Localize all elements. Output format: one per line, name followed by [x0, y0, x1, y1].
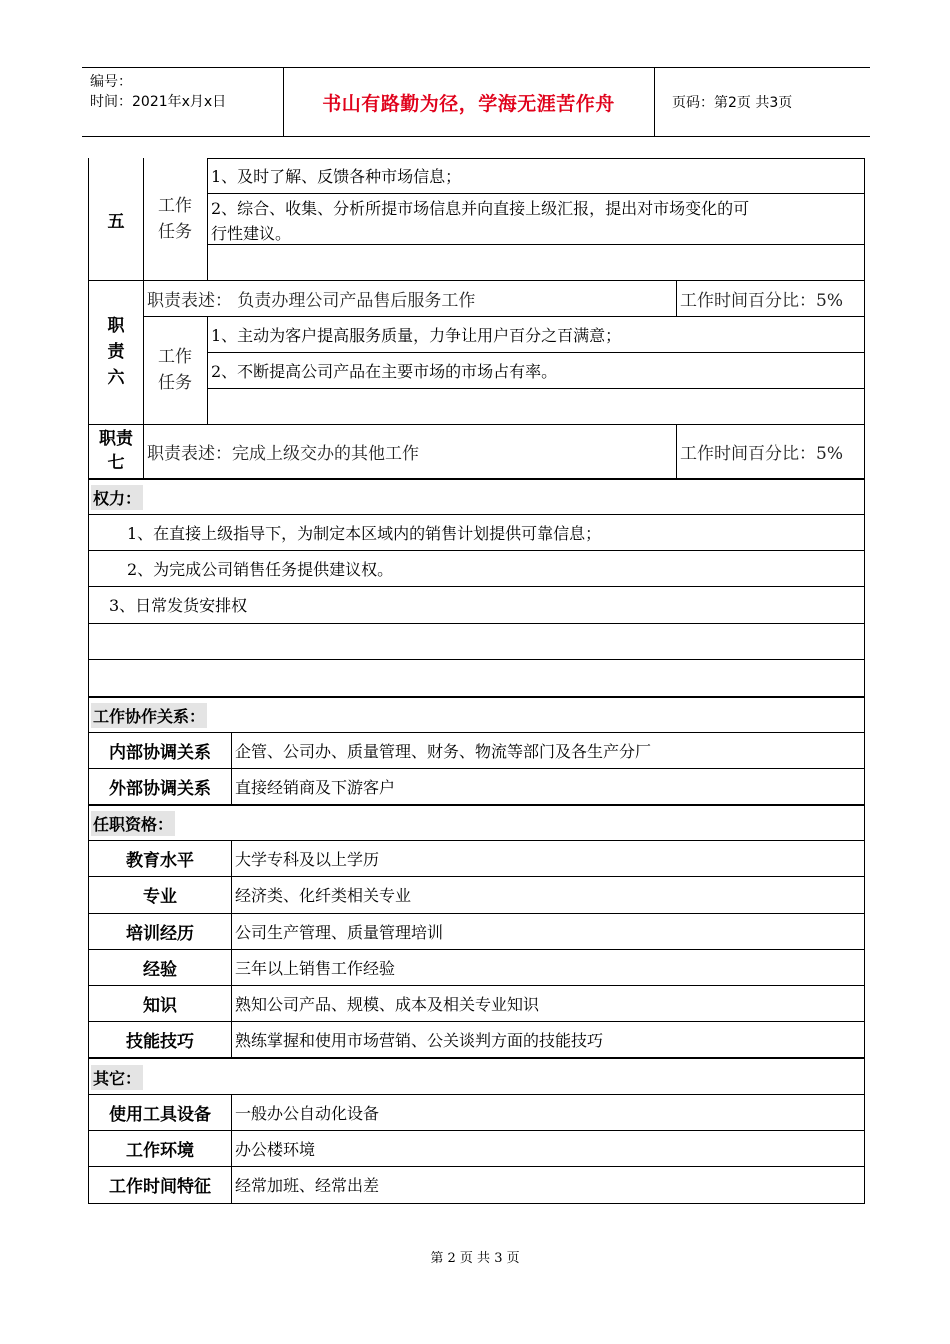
duty-5-task-2: 2、综合、收集、分析所提市场信息并向直接上级汇报，提出对市场变化的可: [211, 198, 750, 218]
training-label: 培训经历: [126, 923, 194, 944]
major-label: 专业: [143, 887, 177, 907]
duty-7-description: 职责表述：完成上级交办的其他工作: [147, 443, 419, 464]
document-number-label: 编号：: [90, 74, 132, 90]
external-coordination-value: 直接经销商及下游客户: [235, 777, 396, 797]
internal-coordination-value: 企管、公司办、质量管理、财务、物流等部门及各生产分厂: [235, 741, 652, 761]
header-meta: [90, 72, 226, 112]
other-section-title: 其它：: [91, 1065, 143, 1090]
duty-6-task-label: 工作任务: [158, 347, 192, 393]
duty-5-number: 五: [107, 211, 125, 232]
page-footer: 第 2 页 共 3 页: [430, 1251, 520, 1266]
document-date: 时间：2021年x月x日: [90, 94, 227, 110]
work-hours-label: 工作时间特征: [109, 1177, 211, 1197]
knowledge-label: 知识: [143, 995, 177, 1016]
duty-6-task-1: 1、主动为客户提高服务质量，力争让用户百分之百满意；: [211, 325, 622, 345]
tools-value: 一般办公自动化设备: [235, 1103, 380, 1123]
authority-section-title: 权力：: [91, 485, 143, 510]
duty-7-time-share: 工作时间百分比：5%: [680, 443, 843, 464]
skills-value: 熟练掌握和使用市场营销、公关谈判方面的技能技巧: [235, 1030, 604, 1050]
cooperation-section-title: 工作协作关系：: [91, 703, 207, 728]
skills-label: 技能技巧: [126, 1031, 194, 1052]
duty-6-time-share: 工作时间百分比：5%: [680, 290, 843, 311]
duty-6-description: 职责表述： 负责办理公司产品售后服务工作: [147, 290, 476, 311]
major-value: 经济类、化纤类相关专业: [235, 886, 412, 905]
work-hours-value: 经常加班、经常出差: [235, 1176, 380, 1195]
header-page-info: 页码：第2页 共3页: [672, 95, 793, 111]
duty-7-label: 职责 七: [99, 429, 133, 473]
page-header: [82, 67, 870, 137]
job-description-form: [88, 158, 865, 1204]
tools-label: 使用工具设备: [109, 1104, 211, 1125]
internal-coordination-label: 内部协调关系: [109, 742, 211, 763]
authority-item-3: 3、日常发货安排权: [109, 596, 248, 615]
duty-5-task-label: 工作任务: [158, 196, 192, 242]
external-coordination-label: 外部协调关系: [109, 778, 211, 799]
education-label: 教育水平: [126, 850, 194, 871]
environment-label: 工作环境: [126, 1140, 194, 1161]
environment-value: 办公楼环境: [235, 1139, 316, 1159]
authority-item-1: 1、在直接上级指导下，为制定本区域内的销售计划提供可靠信息；: [127, 523, 602, 543]
duty-6-label: 职 责 六: [107, 316, 125, 388]
qualification-section-title: 任职资格：: [91, 811, 175, 836]
education-value: 大学专科及以上学历: [235, 849, 380, 869]
experience-value: 三年以上销售工作经验: [235, 958, 396, 978]
knowledge-value: 熟知公司产品、规模、成本及相关专业知识: [235, 994, 540, 1014]
header-divider: [654, 68, 655, 136]
training-value: 公司生产管理、质量管理培训: [235, 922, 444, 942]
experience-label: 经验: [143, 959, 177, 980]
duty-6-task-2: 2、不断提高公司产品在主要市场的市场占有率。: [211, 361, 558, 381]
duty-5-task-2-cont: 行性建议。: [211, 223, 292, 243]
authority-item-2: 2、为完成公司销售任务提供建议权。: [127, 559, 394, 579]
header-motto: 书山有路勤为径，学海无涯苦作舟: [322, 92, 615, 115]
duty-5-task-1: 1、及时了解、反馈各种市场信息；: [211, 167, 462, 186]
